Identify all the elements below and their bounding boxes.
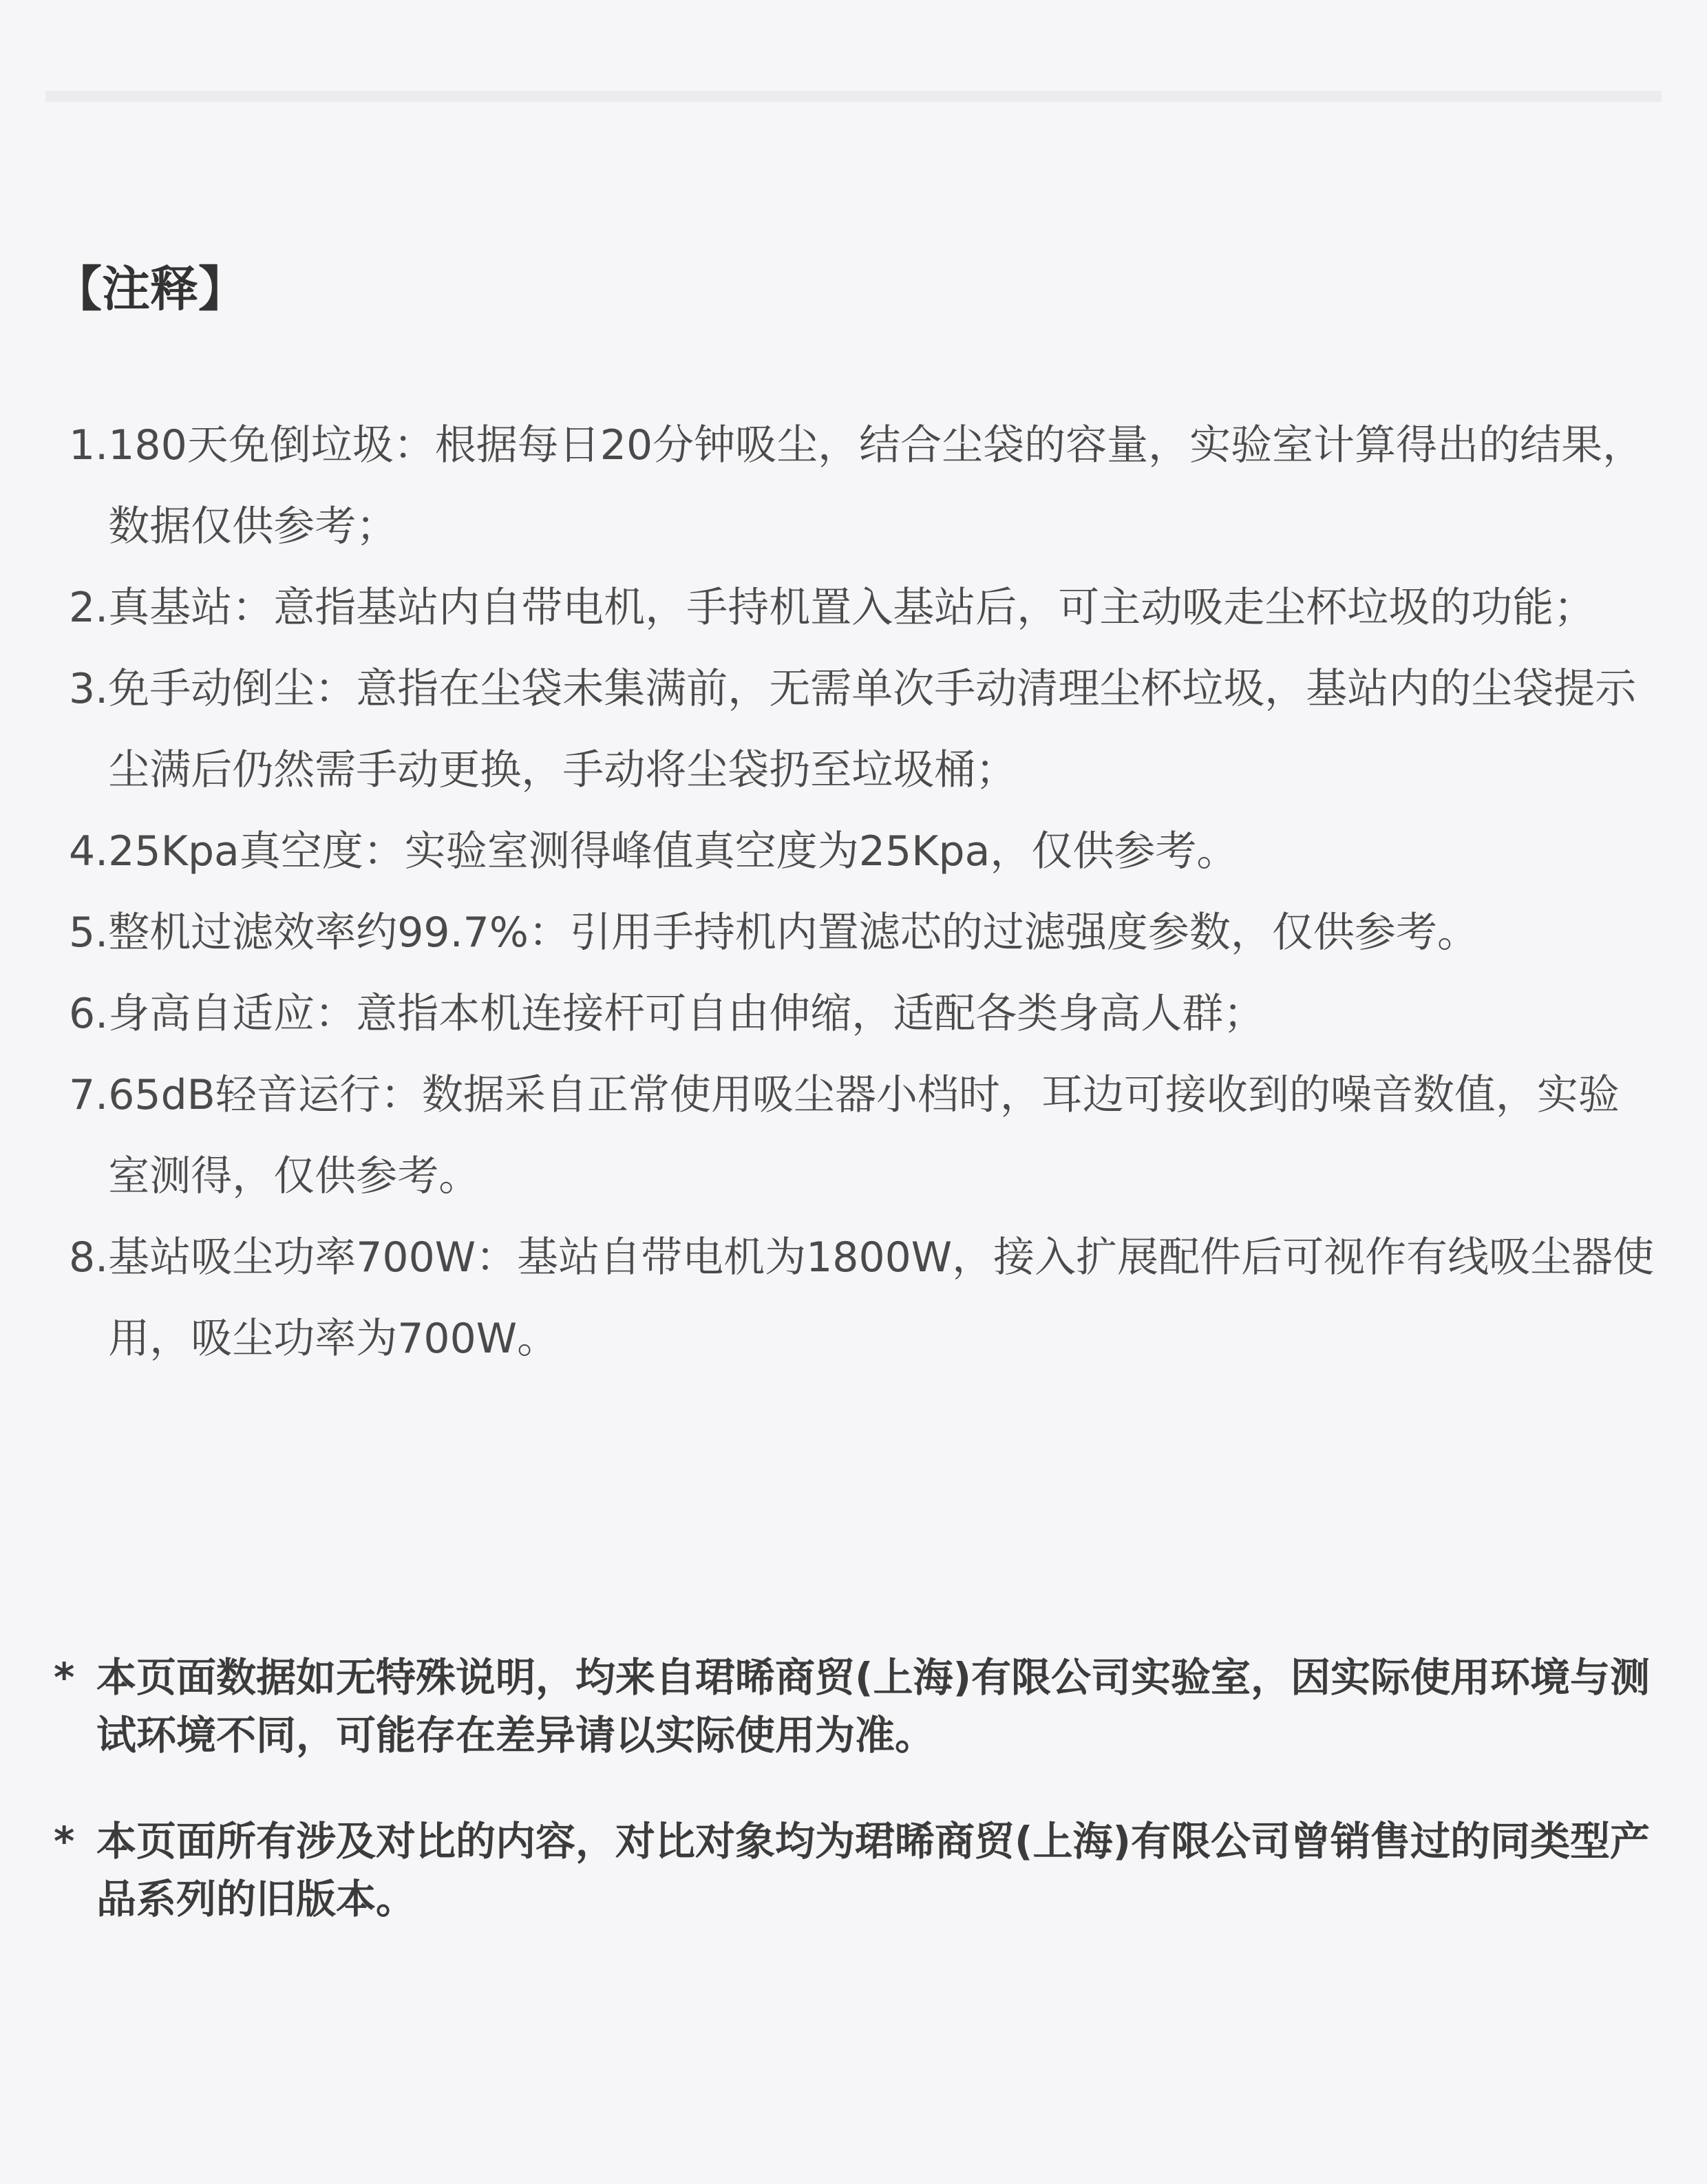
note-text: 基站吸尘功率700W：基站自带电机为1800W，接入扩展配件后可视作有线吸尘器使用，吸尘功率为700W。 (108, 1233, 1655, 1363)
note-number: 4. (69, 827, 109, 876)
note-text: 180天免倒垃圾：根据每日20分钟吸尘，结合尘袋的容量，实验室计算得出的结果，数据仅供参考； (108, 421, 1644, 551)
note-text: 真基站：意指基站内自带电机，手持机置入基站后，可主动吸走尘杯垃圾的功能； (108, 584, 1595, 632)
note-number: 5. (69, 909, 109, 957)
footnote-data-source (54, 1648, 1651, 1764)
note-item (69, 567, 1652, 648)
note-number: 8. (69, 1233, 109, 1282)
footnotes (54, 1648, 1651, 1976)
note-item (69, 1217, 1655, 1379)
note-number: 1. (69, 421, 109, 469)
note-number: 6. (69, 990, 109, 1038)
note-text: 65dB轻音运行：数据采自正常使用吸尘器小档时，耳边可接收到的噪音数值，实验室测得，仅供参考。 (108, 1071, 1620, 1200)
note-text: 身高自适应：意指本机连接杆可自由伸缩，适配各类身高人群； (108, 990, 1265, 1038)
note-number: 3. (69, 665, 109, 713)
note-number: 2. (69, 584, 109, 632)
note-item (69, 1054, 1652, 1217)
note-item (69, 892, 1652, 973)
note-item (69, 648, 1652, 811)
note-text: 整机过滤效率约99.7%：引用手持机内置滤芯的过滤强度参数，仅供参考。 (108, 909, 1478, 957)
note-text: 免手动倒尘：意指在尘袋未集满前，无需单次手动清理尘杯垃圾，基站内的尘袋提示尘满后仍然需手动更换，手动将尘袋扔至垃圾桶； (108, 665, 1637, 794)
asterisk-mark: * (54, 1818, 75, 1865)
footnote-text: 本页面数据如无特殊说明，均来自珺晞商贸(上海)有限公司实验室，因实际使用环境与测试环境不同，可能存在差异请以实际使用为准。 (96, 1654, 1651, 1759)
note-item (69, 973, 1652, 1054)
footnote-text: 本页面所有涉及对比的内容，对比对象均为珺晞商贸(上海)有限公司曾销售过的同类型产品系列的旧版本。 (96, 1818, 1651, 1922)
footnote-comparison (54, 1812, 1651, 1928)
top-divider (45, 91, 1662, 102)
notes-heading: 【注释】 (54, 261, 246, 317)
asterisk-mark: * (54, 1654, 75, 1701)
note-item (69, 405, 1652, 567)
note-item (69, 811, 1652, 892)
note-text: 25Kpa真空度：实验室测得峰值真空度为25Kpa，仅供参考。 (108, 827, 1238, 876)
note-number: 7. (69, 1071, 109, 1119)
notes-list (69, 405, 1655, 1379)
